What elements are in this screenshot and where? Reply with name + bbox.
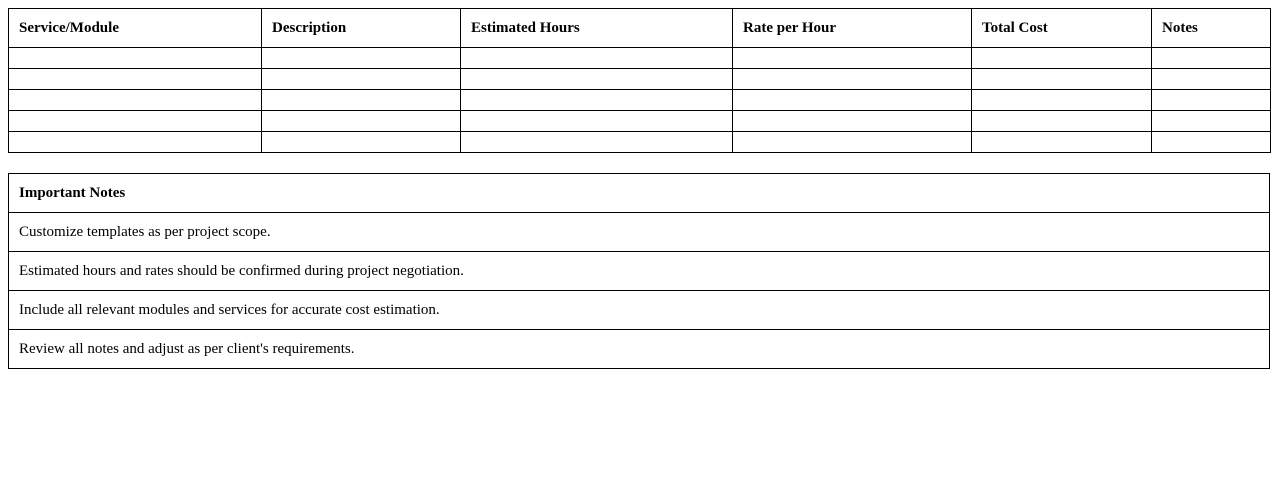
table-cell <box>9 111 262 132</box>
table-cell <box>733 69 972 90</box>
list-item <box>9 291 1270 330</box>
table-cell <box>461 90 733 111</box>
column-header-total-cost: Total Cost <box>972 9 1152 48</box>
notes-header-row <box>9 174 1270 213</box>
table-cell <box>9 48 262 69</box>
table-cell <box>733 111 972 132</box>
table-row <box>9 48 1271 69</box>
table-cell <box>262 90 461 111</box>
table-cell <box>262 69 461 90</box>
table-cell <box>1152 111 1271 132</box>
table-cell <box>1152 48 1271 69</box>
table-cell <box>461 132 733 153</box>
note-text: Customize templates as per project scope. <box>9 213 1270 252</box>
note-text: Include all relevant modules and services for accurate cost estimation. <box>9 291 1270 330</box>
table-row <box>9 69 1271 90</box>
table-cell <box>1152 90 1271 111</box>
column-header-description: Description <box>262 9 461 48</box>
note-text: Estimated hours and rates should be confirmed during project negotiation. <box>9 252 1270 291</box>
column-header-rate-per-hour: Rate per Hour <box>733 9 972 48</box>
table-row <box>9 90 1271 111</box>
note-text: Review all notes and adjust as per client's requirements. <box>9 330 1270 369</box>
column-header-notes: Notes <box>1152 9 1271 48</box>
table-cell <box>1152 69 1271 90</box>
column-header-service-module: Service/Module <box>9 9 262 48</box>
table-row <box>9 111 1271 132</box>
table-row <box>9 132 1271 153</box>
column-header-estimated-hours: Estimated Hours <box>461 9 733 48</box>
table-cell <box>733 132 972 153</box>
table-header-row <box>9 9 1271 48</box>
table-cell <box>461 69 733 90</box>
table-cell <box>9 132 262 153</box>
table-cell <box>733 90 972 111</box>
list-item <box>9 213 1270 252</box>
important-notes-heading: Important Notes <box>9 174 1270 213</box>
table-cell <box>461 111 733 132</box>
table-cell <box>262 132 461 153</box>
table-cell <box>972 132 1152 153</box>
table-cell <box>262 48 461 69</box>
table-cell <box>972 48 1152 69</box>
list-item <box>9 330 1270 369</box>
table-cell <box>972 69 1152 90</box>
table-cell <box>9 69 262 90</box>
cost-estimate-table <box>8 8 1271 153</box>
table-cell <box>733 48 972 69</box>
table-cell <box>1152 132 1271 153</box>
table-cell <box>9 90 262 111</box>
table-cell <box>461 48 733 69</box>
important-notes-table <box>8 173 1270 369</box>
list-item <box>9 252 1270 291</box>
table-cell <box>972 111 1152 132</box>
table-cell <box>262 111 461 132</box>
table-cell <box>972 90 1152 111</box>
